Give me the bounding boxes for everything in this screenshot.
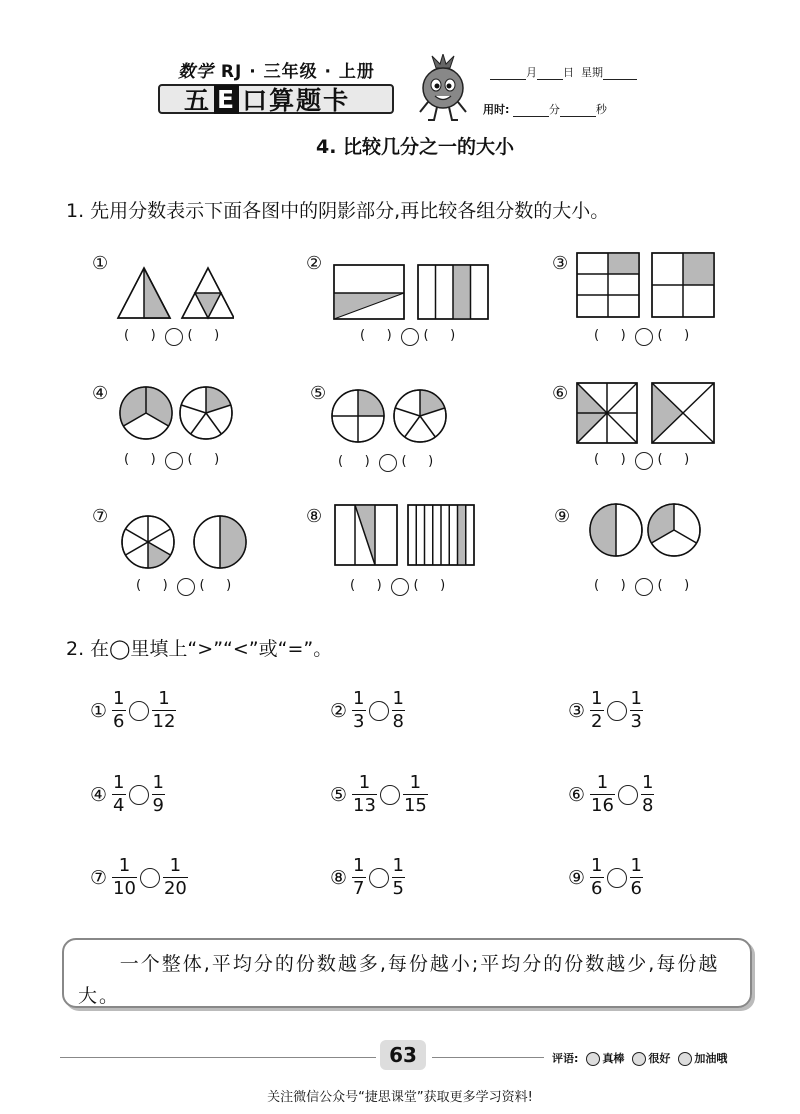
fraction-b: $\frac{1}{8}$ bbox=[392, 688, 404, 732]
fraction-a: $\frac{1}{3}$ bbox=[353, 688, 365, 732]
date-line bbox=[490, 64, 637, 80]
page-number: 63 bbox=[380, 1040, 426, 1070]
compare-circle-5[interactable] bbox=[379, 454, 397, 472]
compare-item-8 bbox=[330, 857, 406, 898]
fraction-a: $\frac{1}{7}$ bbox=[353, 855, 365, 899]
compare-circle[interactable] bbox=[607, 701, 627, 721]
compare-item-4 bbox=[90, 774, 166, 815]
month-label: 月 bbox=[526, 66, 537, 79]
lesson-title: 4. 比较几分之一的大小 bbox=[315, 136, 515, 158]
q1-label-7: ⑦ bbox=[92, 506, 109, 527]
rating-good: 很好 bbox=[648, 1052, 671, 1065]
answer-1[interactable]: ( ) ( ) bbox=[124, 328, 221, 343]
item-label: ⑥ bbox=[568, 783, 586, 806]
banner-e: E bbox=[214, 85, 239, 114]
compare-item-6 bbox=[568, 774, 655, 815]
weekday-label: 星期 bbox=[581, 66, 603, 79]
compare-circle-2[interactable] bbox=[401, 328, 419, 346]
fraction-b: $\frac{1}{6}$ bbox=[630, 855, 642, 899]
q1-label-1: ① bbox=[92, 253, 109, 274]
compare-circle[interactable] bbox=[618, 785, 638, 805]
item-label: ① bbox=[90, 699, 108, 722]
banner-left: 五 bbox=[184, 86, 212, 115]
compare-circle[interactable] bbox=[380, 785, 400, 805]
day-label: 日 bbox=[563, 66, 574, 79]
compare-circle-9[interactable] bbox=[635, 578, 653, 596]
rating-great: 真棒 bbox=[602, 1052, 625, 1065]
fraction-a: $\frac{1}{6}$ bbox=[591, 855, 603, 899]
answer-7[interactable]: ( ) ( ) bbox=[136, 578, 233, 593]
compare-item-7 bbox=[90, 857, 189, 898]
time-line bbox=[483, 101, 607, 117]
q1-prompt: 1. 先用分数表示下面各图中的阴影部分,再比较各组分数的大小。 bbox=[66, 200, 610, 222]
fraction-a: $\frac{1}{4}$ bbox=[113, 772, 125, 816]
subject-edition bbox=[178, 57, 375, 82]
compare-item-1 bbox=[90, 690, 177, 731]
compare-circle-1[interactable] bbox=[165, 328, 183, 346]
smile-face-icon[interactable] bbox=[586, 1052, 600, 1066]
compare-circle[interactable] bbox=[140, 868, 160, 888]
compare-circle-4[interactable] bbox=[165, 452, 183, 470]
compare-circle[interactable] bbox=[129, 785, 149, 805]
figure-6 bbox=[576, 382, 716, 444]
fraction-b: $\frac{1}{15}$ bbox=[403, 772, 427, 816]
compare-circle-3[interactable] bbox=[635, 328, 653, 346]
figure-3 bbox=[576, 252, 716, 318]
answer-5[interactable]: ( ) ( ) bbox=[338, 454, 435, 469]
q1-label-8: ⑧ bbox=[306, 506, 323, 527]
rating-row bbox=[552, 1050, 727, 1066]
banner-right: 口算题卡 bbox=[242, 86, 351, 115]
item-label: ⑦ bbox=[90, 866, 108, 889]
banner-title bbox=[158, 84, 394, 114]
q1-label-2: ② bbox=[306, 253, 323, 274]
figure-5 bbox=[330, 388, 450, 444]
figure-4 bbox=[118, 385, 234, 441]
q1-label-6: ⑥ bbox=[552, 383, 569, 404]
answer-9[interactable]: ( ) ( ) bbox=[594, 578, 691, 593]
compare-item-9 bbox=[568, 857, 644, 898]
answer-2[interactable]: ( ) ( ) bbox=[360, 328, 457, 343]
figure-8 bbox=[334, 504, 476, 566]
compare-circle-6[interactable] bbox=[635, 452, 653, 470]
q1-label-9: ⑨ bbox=[554, 506, 571, 527]
fraction-a: $\frac{1}{16}$ bbox=[591, 772, 614, 816]
compare-circle-8[interactable] bbox=[391, 578, 409, 596]
q1-label-5: ⑤ bbox=[310, 383, 327, 404]
fraction-a: $\frac{1}{6}$ bbox=[113, 688, 125, 732]
minutes-field[interactable] bbox=[513, 116, 549, 117]
compare-item-3 bbox=[568, 690, 644, 731]
q1-label-4: ④ bbox=[92, 383, 109, 404]
item-label: ⑤ bbox=[330, 783, 348, 806]
item-label: ⑧ bbox=[330, 866, 348, 889]
rating-label: 评语: bbox=[552, 1052, 579, 1065]
weekday-field[interactable] bbox=[603, 79, 637, 80]
fraction-a: $\frac{1}{13}$ bbox=[353, 772, 376, 816]
answer-6[interactable]: ( ) ( ) bbox=[594, 452, 691, 467]
time-label: 用时: bbox=[483, 103, 510, 116]
item-label: ⑨ bbox=[568, 866, 586, 889]
footer-rule-left bbox=[60, 1057, 376, 1058]
day-field[interactable] bbox=[537, 79, 563, 80]
compare-circle[interactable] bbox=[369, 868, 389, 888]
bottom-note: 关注微信公众号“捷思课堂”获取更多学习资料! bbox=[267, 1090, 533, 1105]
compare-item-5 bbox=[330, 774, 429, 815]
compare-item-2 bbox=[330, 690, 406, 731]
rating-keep-going: 加油哦 bbox=[694, 1052, 728, 1065]
answer-8[interactable]: ( ) ( ) bbox=[350, 578, 447, 593]
fraction-b: $\frac{1}{8}$ bbox=[641, 772, 654, 816]
seconds-label: 秒 bbox=[595, 103, 607, 116]
figure-1 bbox=[114, 264, 234, 322]
compare-circle-7[interactable] bbox=[177, 578, 195, 596]
footer-rule-right bbox=[432, 1057, 544, 1058]
item-label: ③ bbox=[568, 699, 586, 722]
grin-face-icon[interactable] bbox=[632, 1052, 646, 1066]
mascot-icon bbox=[414, 54, 472, 122]
q1-label-3: ③ bbox=[552, 253, 569, 274]
q2-prompt: 2. 在◯里填上“>”“<”或“=”。 bbox=[66, 638, 333, 660]
compare-circle[interactable] bbox=[607, 868, 627, 888]
answer-4[interactable]: ( ) ( ) bbox=[124, 452, 221, 467]
edition-label: RJ · 三年级 · 上册 bbox=[220, 62, 375, 82]
fraction-a: $\frac{1}{2}$ bbox=[591, 688, 603, 732]
cheer-face-icon[interactable] bbox=[678, 1052, 692, 1066]
minutes-label: 分 bbox=[548, 103, 560, 116]
compare-circle[interactable] bbox=[129, 701, 149, 721]
fraction-a: $\frac{1}{10}$ bbox=[113, 855, 136, 899]
compare-circle[interactable] bbox=[369, 701, 389, 721]
figure-9 bbox=[588, 502, 704, 558]
item-label: ④ bbox=[90, 783, 108, 806]
item-label: ② bbox=[330, 699, 348, 722]
fraction-b: $\frac{1}{20}$ bbox=[163, 855, 187, 899]
fraction-b: $\frac{1}{5}$ bbox=[392, 855, 404, 899]
figure-7 bbox=[120, 514, 250, 570]
summary-box: 一个整体,平均分的份数越多,每份越小;平均分的份数越少,每份越大。 bbox=[62, 938, 752, 1008]
fraction-b: $\frac{1}{12}$ bbox=[152, 688, 176, 732]
figure-2 bbox=[333, 264, 489, 320]
seconds-field[interactable] bbox=[560, 116, 596, 117]
fraction-b: $\frac{1}{3}$ bbox=[630, 688, 642, 732]
answer-3[interactable]: ( ) ( ) bbox=[594, 328, 691, 343]
fraction-b: $\frac{1}{9}$ bbox=[152, 772, 164, 816]
subject-label: 数学 bbox=[178, 62, 214, 82]
